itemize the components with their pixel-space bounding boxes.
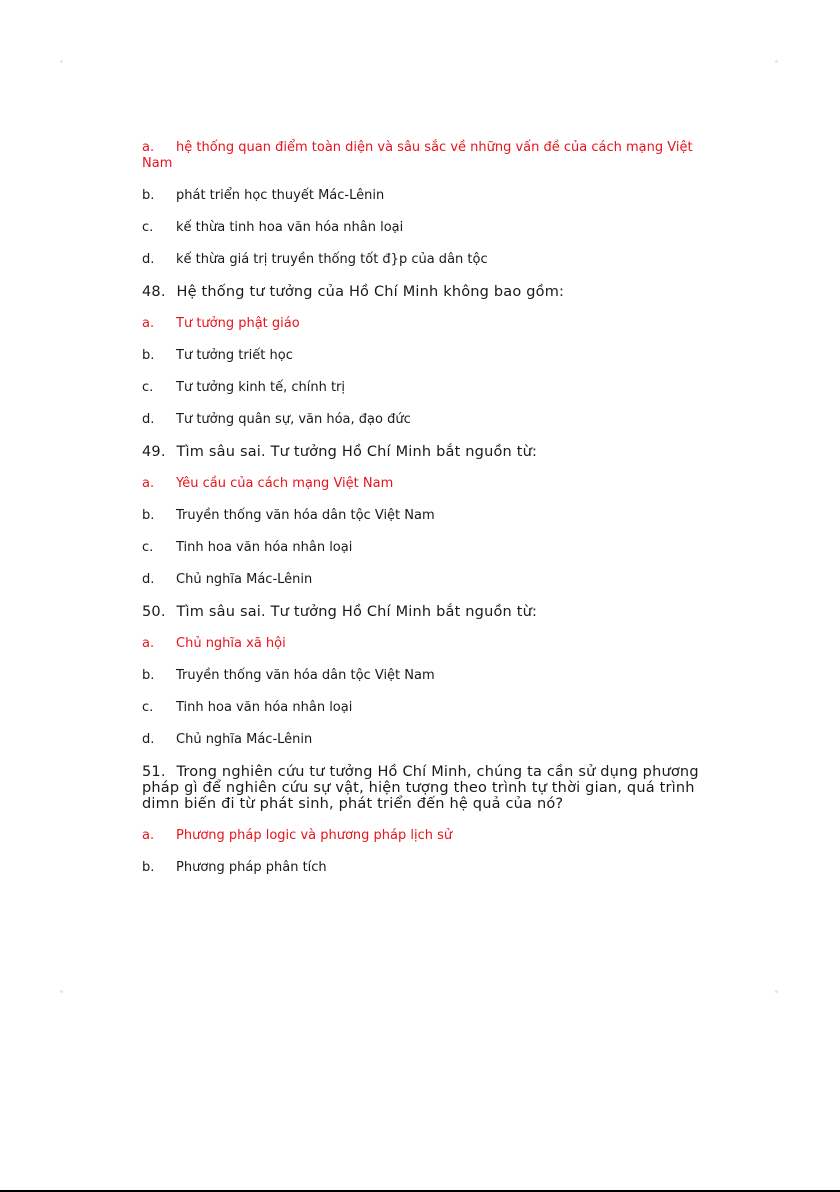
option-letter: a. bbox=[142, 140, 155, 155]
q47-option-d bbox=[142, 252, 702, 268]
scan-speck bbox=[60, 60, 63, 63]
question-48 bbox=[142, 284, 702, 300]
document-content bbox=[142, 140, 702, 892]
question-text: Tìm sâu sai. Tư tưởng Hồ Chí Minh bắt nguồn từ: bbox=[176, 444, 538, 460]
option-text: Chủ nghĩa Mác-Lênin bbox=[176, 732, 313, 747]
question-text: Hệ thống tư tưởng của Hồ Chí Minh không bao gồm: bbox=[176, 284, 565, 300]
option-letter: d. bbox=[142, 412, 155, 427]
q50-option-d bbox=[142, 732, 702, 748]
question-50 bbox=[142, 604, 702, 620]
option-letter: a. bbox=[142, 476, 155, 491]
question-text: Trong nghiên cứu tư tưởng Hồ Chí Minh, chúng ta cần sử dụng phương pháp gì để nghiên cứu sự vật, hiện tượng theo trình tự thời gian, quá trình dimn biến đi từ phát sinh, phát triển đến hệ quả của nó? bbox=[142, 764, 699, 812]
option-letter: a. bbox=[142, 316, 155, 331]
scan-speck bbox=[60, 990, 63, 993]
option-text: kế thừa giá trị truyền thống tốt đ}p của dân tộc bbox=[176, 252, 488, 267]
option-letter: d. bbox=[142, 252, 155, 267]
question-number: 49. bbox=[142, 444, 166, 460]
scan-speck bbox=[775, 990, 778, 993]
scan-speck bbox=[775, 60, 778, 63]
q49-option-c bbox=[142, 540, 702, 556]
question-number: 48. bbox=[142, 284, 166, 300]
q50-option-a bbox=[142, 636, 702, 652]
q47-option-b bbox=[142, 188, 702, 204]
option-text: Yêu cầu của cách mạng Việt Nam bbox=[176, 476, 394, 491]
option-letter: b. bbox=[142, 860, 155, 875]
q48-option-c bbox=[142, 380, 702, 396]
q49-option-a bbox=[142, 476, 702, 492]
option-text: Truyền thống văn hóa dân tộc Việt Nam bbox=[176, 668, 435, 683]
option-text: Tư tưởng quân sự, văn hóa, đạo đức bbox=[176, 412, 411, 427]
option-letter: c. bbox=[142, 700, 154, 715]
option-letter: a. bbox=[142, 828, 155, 843]
option-text: Tư tưởng phật giáo bbox=[176, 316, 300, 331]
q50-option-c bbox=[142, 700, 702, 716]
q49-option-b bbox=[142, 508, 702, 524]
question-51 bbox=[142, 764, 702, 812]
question-49 bbox=[142, 444, 702, 460]
q51-option-b bbox=[142, 860, 702, 876]
option-text: Phương pháp phân tích bbox=[176, 860, 327, 875]
option-text: phát triển học thuyết Mác-Lênin bbox=[176, 188, 385, 203]
option-text: Chủ nghĩa Mác-Lênin bbox=[176, 572, 313, 587]
q48-option-a bbox=[142, 316, 702, 332]
q50-option-b bbox=[142, 668, 702, 684]
option-text: Tư tưởng triết học bbox=[176, 348, 293, 363]
q49-option-d bbox=[142, 572, 702, 588]
option-text: Truyền thống văn hóa dân tộc Việt Nam bbox=[176, 508, 435, 523]
option-letter: d. bbox=[142, 732, 155, 747]
option-letter: b. bbox=[142, 508, 155, 523]
question-text: Tìm sâu sai. Tư tưởng Hồ Chí Minh bắt nguồn từ: bbox=[176, 604, 538, 620]
option-letter: c. bbox=[142, 540, 154, 555]
option-text: Phương pháp logic và phương pháp lịch sử bbox=[176, 828, 453, 843]
option-letter: b. bbox=[142, 188, 155, 203]
q51-option-a bbox=[142, 828, 702, 844]
option-text: hệ thống quan điểm toàn diện và sâu sắc về những vấn đề của cách mạng Việt Nam bbox=[142, 140, 693, 171]
option-letter: d. bbox=[142, 572, 155, 587]
option-text: Tinh hoa văn hóa nhân loại bbox=[176, 540, 353, 555]
option-letter: a. bbox=[142, 636, 155, 651]
option-letter: c. bbox=[142, 220, 154, 235]
option-text: Tinh hoa văn hóa nhân loại bbox=[176, 700, 353, 715]
q48-option-b bbox=[142, 348, 702, 364]
q47-option-a bbox=[142, 140, 702, 172]
question-number: 50. bbox=[142, 604, 166, 620]
option-letter: c. bbox=[142, 380, 154, 395]
option-letter: b. bbox=[142, 348, 155, 363]
option-text: Tư tưởng kinh tế, chính trị bbox=[176, 380, 345, 395]
q47-option-c bbox=[142, 220, 702, 236]
q48-option-d bbox=[142, 412, 702, 428]
option-text: kế thừa tinh hoa văn hóa nhân loại bbox=[176, 220, 404, 235]
question-number: 51. bbox=[142, 764, 166, 780]
option-letter: b. bbox=[142, 668, 155, 683]
option-text: Chủ nghĩa xã hội bbox=[176, 636, 286, 651]
